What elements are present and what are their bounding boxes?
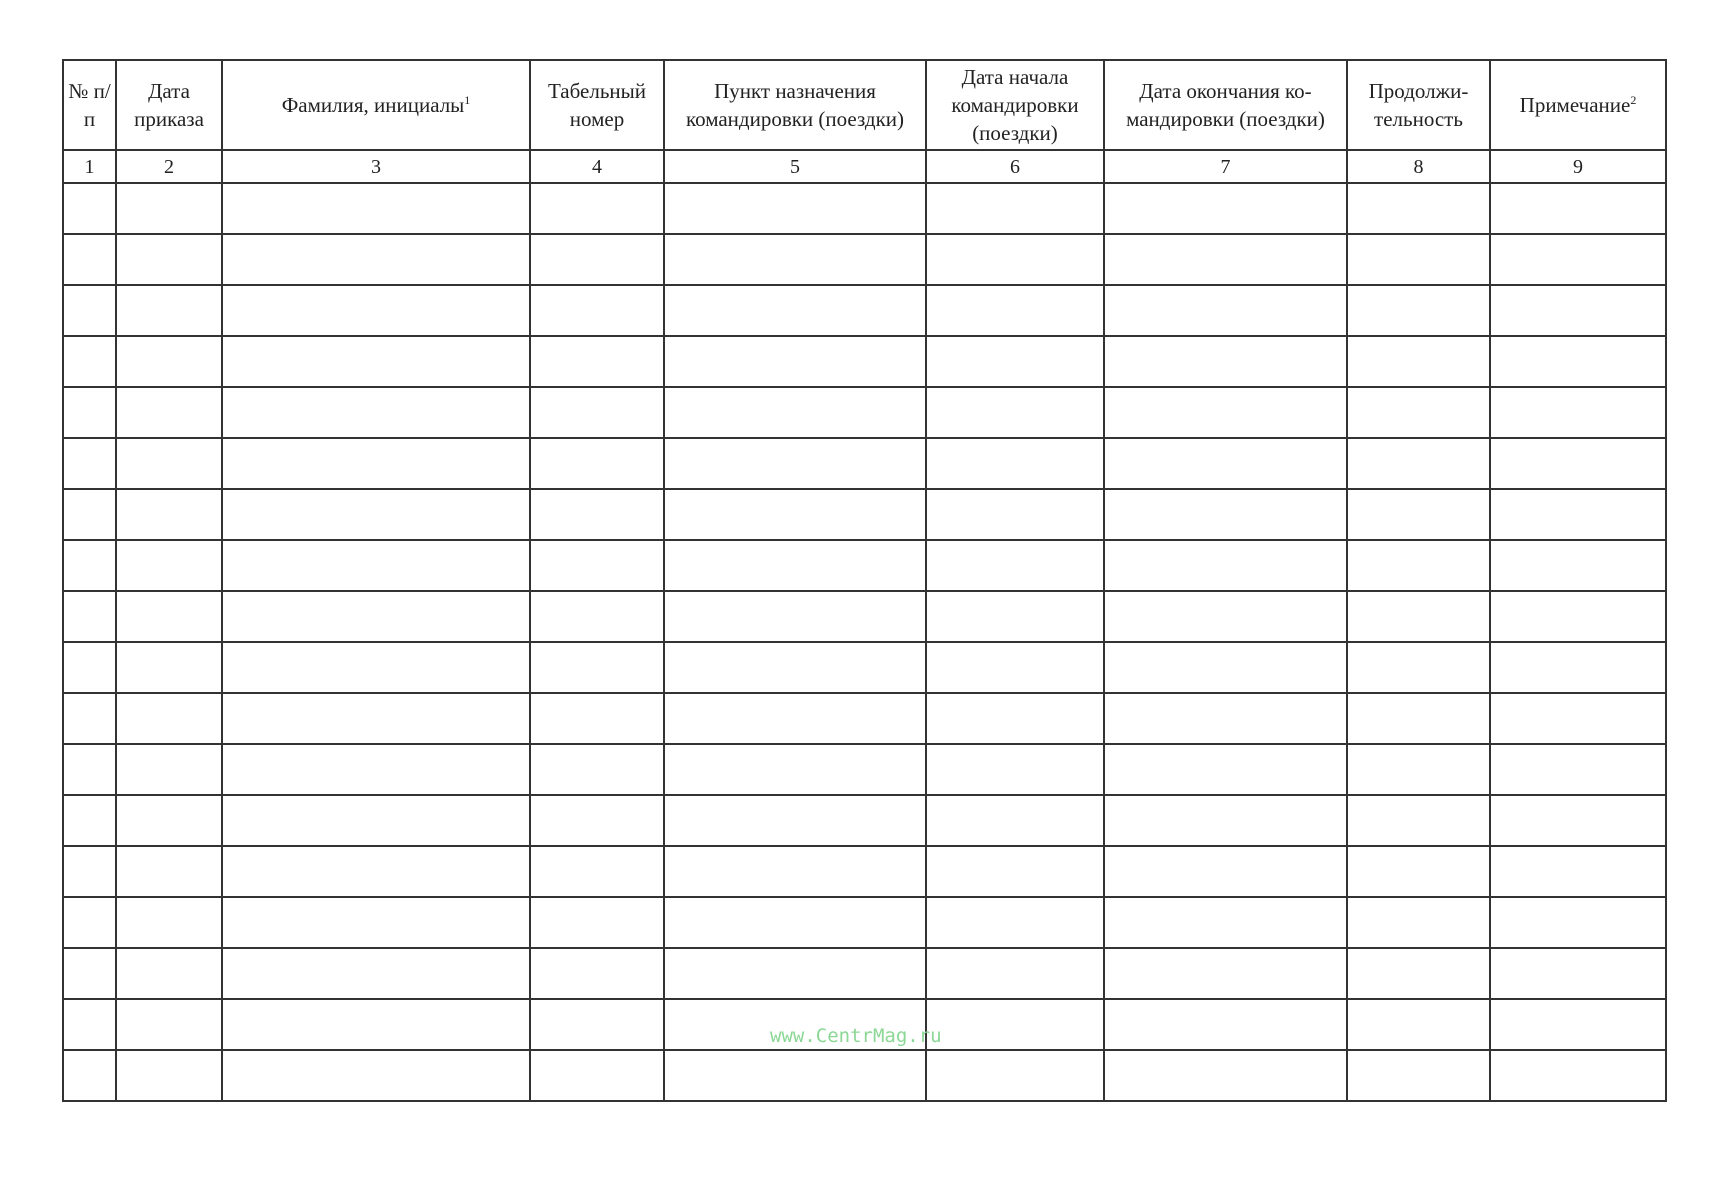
table-cell [1490,846,1666,897]
table-cell [530,234,664,285]
header-label: Продолжи-тельность [1368,79,1469,131]
column-number: 2 [116,150,222,183]
table-cell [1104,948,1347,999]
column-number-row [63,150,1666,183]
table-cell [664,183,926,234]
table-cell [1104,234,1347,285]
table-cell [926,438,1104,489]
table-cell [1104,1050,1347,1101]
table-cell [222,285,530,336]
header-cell [222,60,530,150]
table-cell [530,642,664,693]
table-row [63,234,1666,285]
header-label: Пункт назначения командировки (поездки) [685,79,905,131]
table-cell [1347,234,1490,285]
table-cell [530,540,664,591]
table-cell [1104,897,1347,948]
table-cell [926,642,1104,693]
table-cell [530,948,664,999]
table-cell [222,999,530,1050]
table-cell [222,336,530,387]
column-number: 8 [1347,150,1490,183]
column-number: 6 [926,150,1104,183]
table-cell [222,948,530,999]
header-label: Табельный номер [548,79,646,131]
table-cell [116,795,222,846]
table-cell [63,846,116,897]
table-row [63,693,1666,744]
table-cell [1104,795,1347,846]
table-cell [1490,285,1666,336]
table-cell [63,285,116,336]
table-cell [664,285,926,336]
table-cell [664,846,926,897]
table-cell [1490,1050,1666,1101]
table-cell [530,846,664,897]
watermark: www.CentrMag.ru [770,1025,942,1047]
table-cell [926,948,1104,999]
table-cell [1490,540,1666,591]
table-cell [1490,336,1666,387]
table-cell [926,846,1104,897]
table-cell [664,1050,926,1101]
table-row [63,642,1666,693]
table-cell [664,948,926,999]
table-cell [1490,744,1666,795]
table-cell [530,591,664,642]
table-cell [1347,693,1490,744]
table-cell [926,1050,1104,1101]
table-cell [63,234,116,285]
header-label: Дата окончания ко-мандировки (поездки) [1126,79,1325,131]
column-number: 7 [1104,150,1347,183]
table-cell [222,387,530,438]
table-cell [1347,285,1490,336]
table-cell [1490,591,1666,642]
table-cell [926,897,1104,948]
table-cell [664,591,926,642]
table-cell [1347,744,1490,795]
table-row [63,591,1666,642]
table-cell [1347,591,1490,642]
table-cell [63,795,116,846]
table-cell [116,1050,222,1101]
table-cell [926,183,1104,234]
table-cell [664,642,926,693]
table-cell [222,591,530,642]
table-cell [116,387,222,438]
table-cell [116,846,222,897]
table-cell [1347,846,1490,897]
table-cell [116,183,222,234]
table-cell [63,999,116,1050]
header-label: Дата начала командировки (поездки) [951,65,1079,145]
header-label: Примечание [1519,93,1631,117]
table-cell [222,846,530,897]
table-cell [63,489,116,540]
table-cell [63,336,116,387]
table-cell [222,744,530,795]
table-cell [1104,183,1347,234]
header-label: № п/п [68,79,111,131]
header-cell [926,60,1104,150]
table-cell [1104,999,1347,1050]
table-cell [116,591,222,642]
table-cell [1347,387,1490,438]
table-cell [116,540,222,591]
header-cell [1347,60,1490,150]
table-cell [1490,489,1666,540]
table-cell [664,336,926,387]
table-cell [1347,1050,1490,1101]
table-cell [926,285,1104,336]
table-cell [664,540,926,591]
column-number: 4 [530,150,664,183]
table-cell [1347,642,1490,693]
footnote-marker: 2 [1630,93,1637,107]
table-cell [530,489,664,540]
table-cell [63,693,116,744]
header-cell [63,60,116,150]
table-cell [530,336,664,387]
table-cell [926,234,1104,285]
table-cell [530,999,664,1050]
table-cell [63,591,116,642]
table-cell [926,336,1104,387]
table-cell [1490,948,1666,999]
header-label: Дата приказа [134,79,204,131]
table-header-row [63,60,1666,150]
table-cell [1490,438,1666,489]
header-cell [530,60,664,150]
table-row [63,795,1666,846]
table-cell [1347,897,1490,948]
table-cell [116,897,222,948]
table-cell [1347,540,1490,591]
table-cell [222,693,530,744]
table-cell [1347,183,1490,234]
table-row [63,285,1666,336]
table-cell [63,183,116,234]
table-cell [116,489,222,540]
table-cell [1490,795,1666,846]
table-cell [116,999,222,1050]
table-cell [222,795,530,846]
table-cell [222,642,530,693]
table-cell [1104,387,1347,438]
table-cell [116,438,222,489]
table-cell [1104,336,1347,387]
table-cell [1347,336,1490,387]
table-cell [222,1050,530,1101]
table-cell [63,897,116,948]
table-cell [926,744,1104,795]
table-cell [63,387,116,438]
table-cell [926,591,1104,642]
table-cell [664,897,926,948]
table-cell [530,438,664,489]
column-number: 5 [664,150,926,183]
table-cell [116,234,222,285]
table-cell [1104,285,1347,336]
table-cell [530,183,664,234]
table-cell [63,642,116,693]
table-cell [530,693,664,744]
table-cell [63,540,116,591]
header-cell [1104,60,1347,150]
table-cell [1104,846,1347,897]
table-row [63,183,1666,234]
footnote-marker: 1 [464,93,471,107]
table-cell [926,387,1104,438]
table-cell [116,285,222,336]
table-cell [222,897,530,948]
table-row [63,897,1666,948]
table-cell [1490,642,1666,693]
table-cell [1490,999,1666,1050]
table-cell [116,693,222,744]
table-cell [116,336,222,387]
table-cell [63,948,116,999]
table-cell [222,438,530,489]
table-cell [926,693,1104,744]
table-cell [664,489,926,540]
table-cell [664,795,926,846]
table-cell [530,285,664,336]
header-cell [1490,60,1666,150]
table-cell [1104,591,1347,642]
table-cell [222,489,530,540]
table-cell [63,744,116,795]
column-number: 1 [63,150,116,183]
table-cell [1104,642,1347,693]
table-row [63,387,1666,438]
table-cell [530,1050,664,1101]
table-cell [530,744,664,795]
table-cell [664,234,926,285]
table-cell [116,744,222,795]
table-cell [1490,693,1666,744]
table-row [63,489,1666,540]
table-cell [926,795,1104,846]
table-cell [1347,489,1490,540]
table-cell [1104,693,1347,744]
table-cell [530,897,664,948]
table-cell [1347,795,1490,846]
table-row [63,1050,1666,1101]
table-cell [1104,540,1347,591]
table-row [63,744,1666,795]
table-cell [1490,234,1666,285]
table-row [63,948,1666,999]
column-number: 3 [222,150,530,183]
table-cell [1490,387,1666,438]
table-cell [1347,948,1490,999]
table-row [63,846,1666,897]
header-cell [664,60,926,150]
table-cell [1104,744,1347,795]
table-row [63,438,1666,489]
table-cell [222,540,530,591]
table-cell [1490,897,1666,948]
table-cell [116,642,222,693]
table-cell [222,183,530,234]
table-cell [926,540,1104,591]
table-cell [664,693,926,744]
header-label: Фамилия, инициалы [281,93,465,117]
table-cell [530,387,664,438]
table-cell [530,795,664,846]
table-cell [1347,438,1490,489]
table-row [63,540,1666,591]
table-cell [1347,999,1490,1050]
table-cell [1490,183,1666,234]
column-number: 9 [1490,150,1666,183]
table-cell [63,438,116,489]
table-cell [1104,438,1347,489]
table-cell [1104,489,1347,540]
table-row [63,336,1666,387]
table-cell [63,1050,116,1101]
business-trip-register-table [62,59,1667,1102]
table-body [63,183,1666,1101]
header-cell [116,60,222,150]
table-cell [116,948,222,999]
table-cell [664,387,926,438]
table-cell [664,438,926,489]
table-cell [664,744,926,795]
table-cell [222,234,530,285]
table-cell [926,489,1104,540]
